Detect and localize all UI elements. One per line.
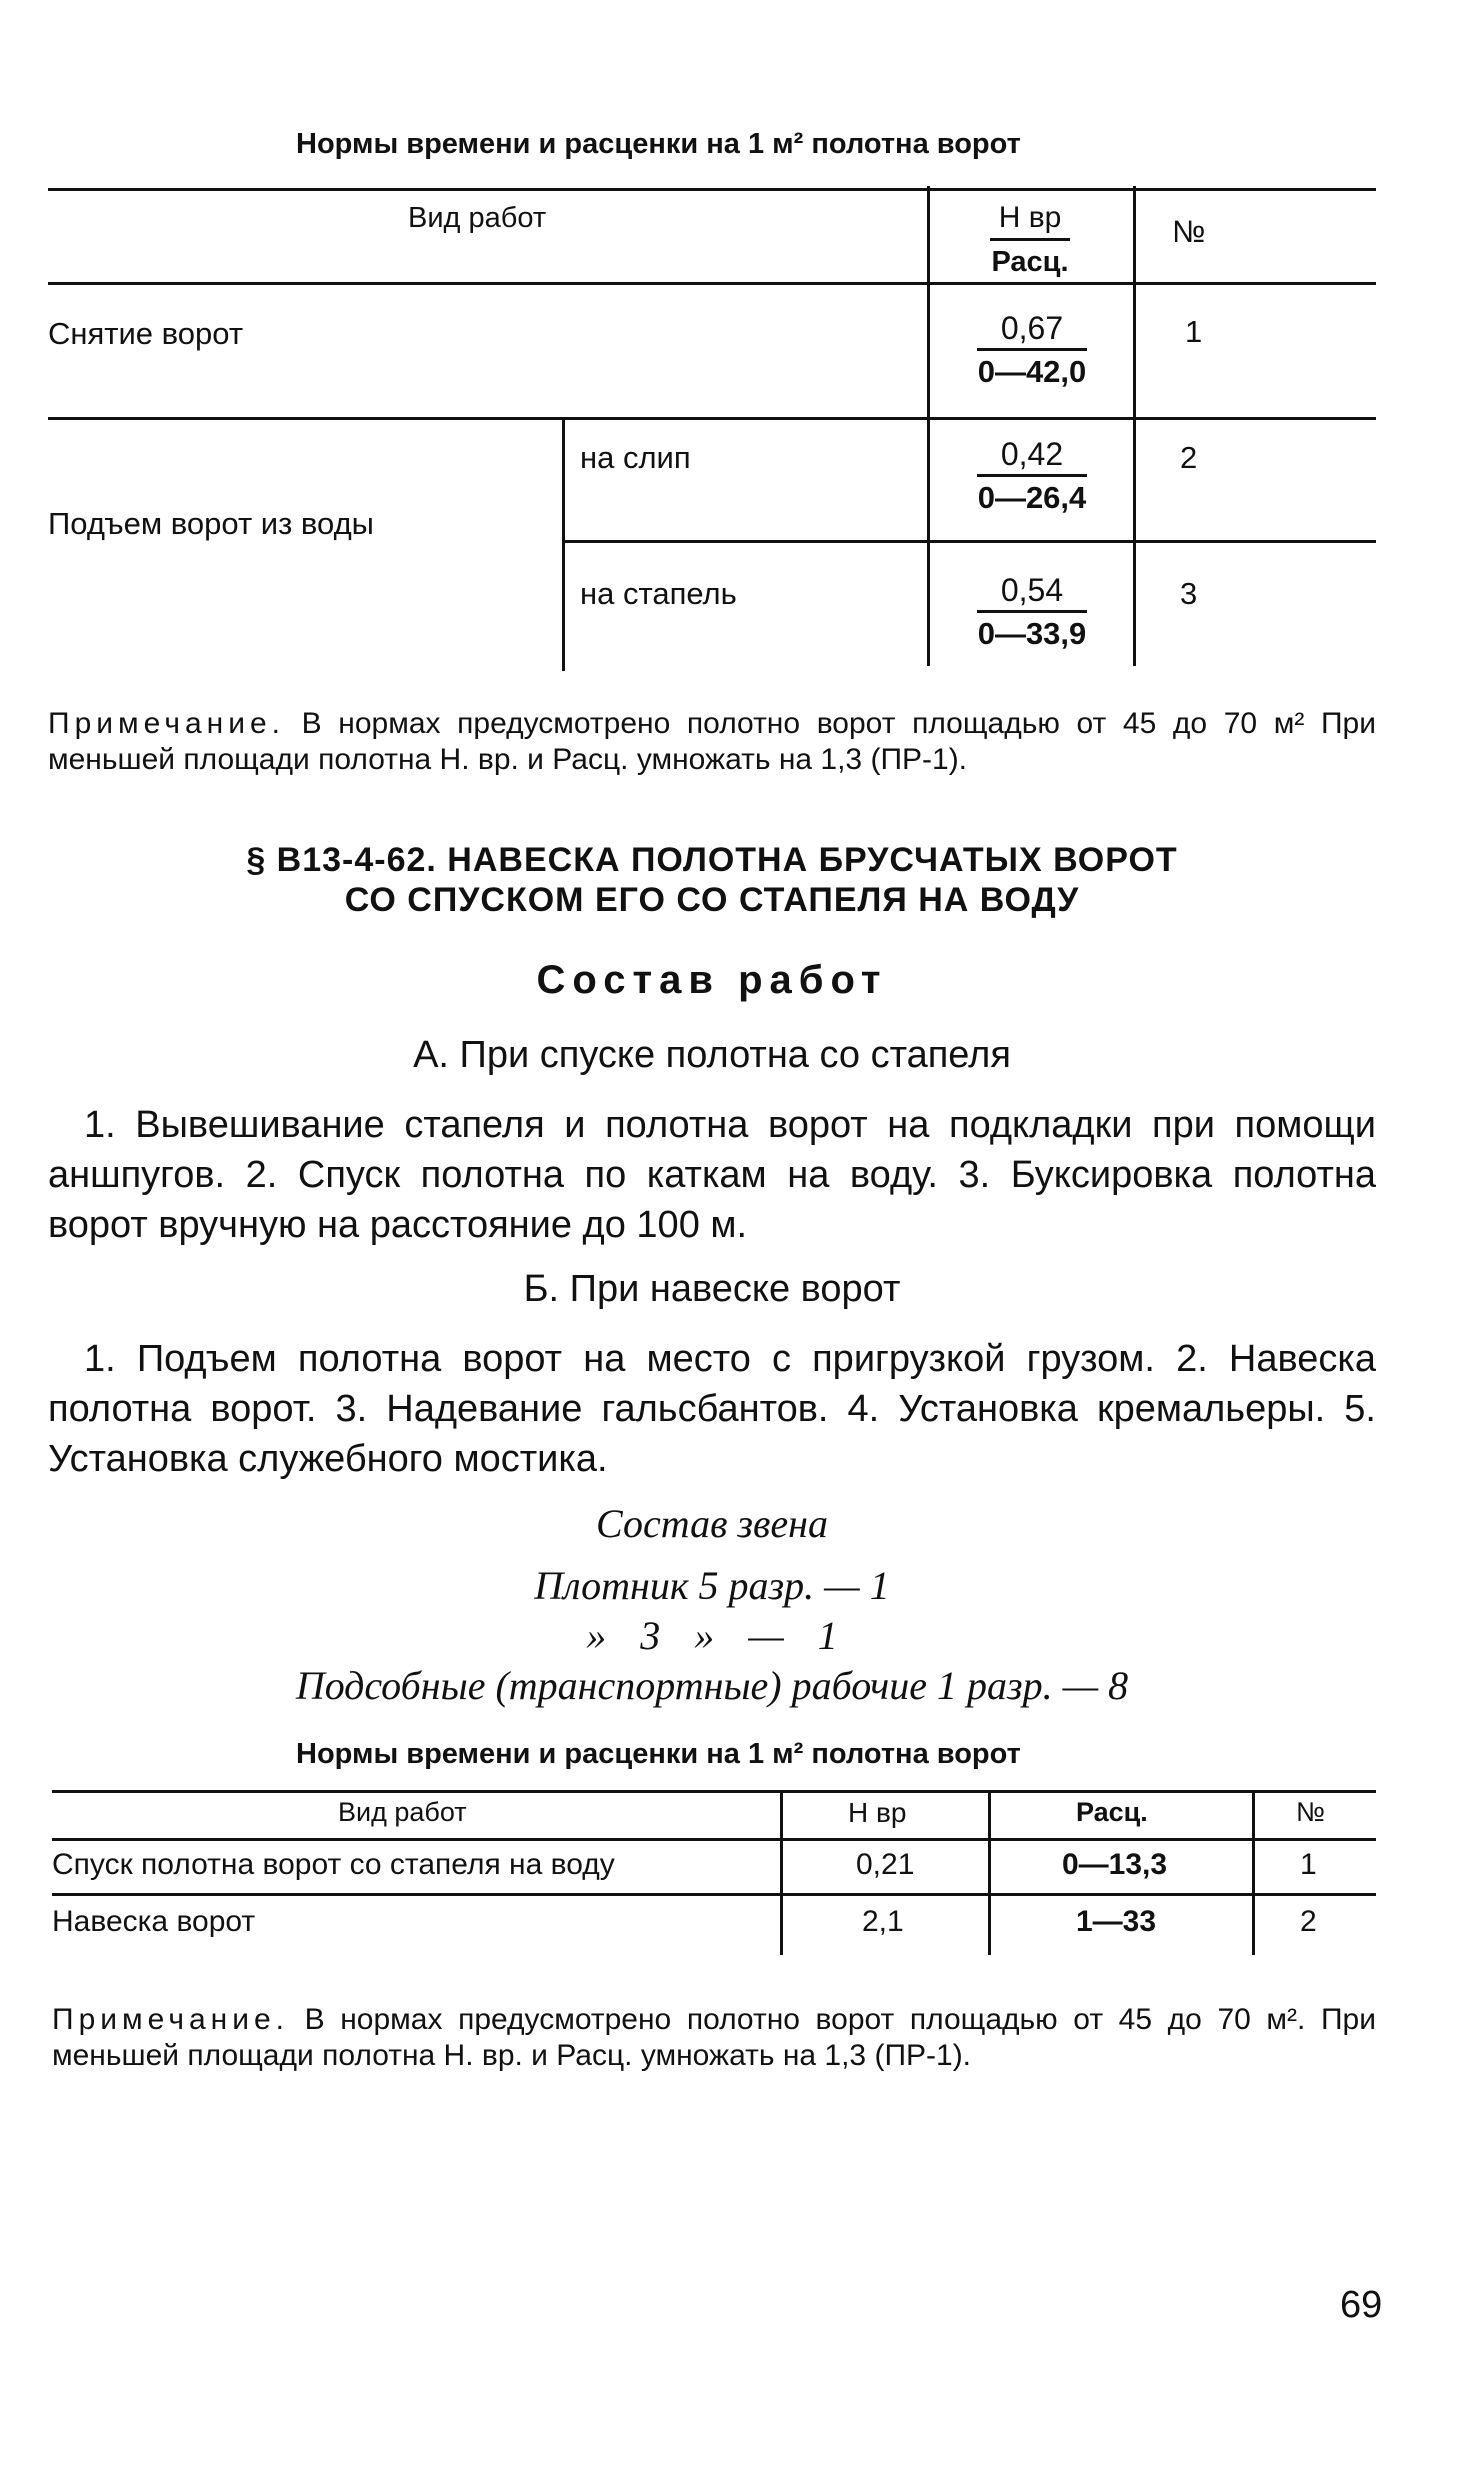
page-number: 69 bbox=[1340, 2284, 1383, 2326]
table2-row1-num: 1 bbox=[1300, 1848, 1317, 1881]
table1-row1-price: 0—42,0 bbox=[977, 354, 1087, 389]
table2-row1-work: Спуск полотна ворот со стапеля на воду bbox=[52, 1848, 615, 1881]
table2-row2-work: Навеска ворот bbox=[52, 1905, 256, 1938]
table2-row2-price: 1—33 bbox=[1076, 1905, 1157, 1938]
table1-header-norm-top: Н вр bbox=[998, 201, 1062, 234]
table1-row3-num: 3 bbox=[1180, 576, 1198, 611]
work-title: Состав работ bbox=[536, 958, 888, 1002]
table1-top-rule bbox=[48, 188, 1376, 191]
part-a-title: А. При спуске полотна со стапеля bbox=[413, 1034, 1011, 1076]
table1-note-text: В нормах предусмотрено полотно ворот площадью от 45 до 70 м² При меньшей площади полотна Н. вр. и Расц. умножать на 1,3 (ПР-1). bbox=[48, 707, 1376, 776]
table1-header-norm-bottom: Расц. bbox=[991, 246, 1069, 278]
crew-line-3: Подсобные (транспортные) рабочие 1 разр. — 8 bbox=[295, 1663, 1129, 1708]
table1-subrow-rule bbox=[562, 540, 1376, 543]
table1-header-num: № bbox=[1172, 214, 1206, 249]
table1-row3-norm: 0,54 bbox=[1000, 572, 1064, 608]
section-heading-line1: § В13-4-62. НАВЕСКА ПОЛОТНА БРУСЧАТЫХ ВОРОТ bbox=[246, 841, 1178, 879]
table2-note-label: Примечание. bbox=[52, 2003, 289, 2036]
table1-header-rule bbox=[48, 282, 1376, 285]
table1-row3-value bbox=[952, 570, 1112, 655]
table2-caption: Нормы времени и расценки на 1 м² полотна ворот bbox=[296, 1738, 1021, 1770]
table2-col-divider-1 bbox=[780, 1790, 783, 1955]
table2-note bbox=[52, 2002, 1376, 2074]
table1-col-divider-norm bbox=[927, 186, 930, 666]
table1-note bbox=[48, 706, 1376, 778]
crew-title: Состав звена bbox=[595, 1501, 828, 1546]
table2-top-rule bbox=[52, 1790, 1376, 1793]
table2-header-norm: Н вр bbox=[848, 1797, 907, 1828]
table1-row3-price: 0—33,9 bbox=[977, 616, 1087, 651]
table1-row2-norm: 0,42 bbox=[1000, 436, 1064, 472]
part-b-title: Б. При навеске ворот bbox=[523, 1268, 901, 1310]
table2-note-text: В нормах предусмотрено полотно ворот площадью от 45 до 70 м². При меньшей площади полотна Н. вр. и Расц. умножать на 1,3 (ПР-1). bbox=[52, 2003, 1376, 2072]
table1-row2-sub: на слип bbox=[580, 440, 691, 475]
crew-line-1: Плотник 5 разр. — 1 bbox=[534, 1563, 890, 1608]
table2-row2-norm: 2,1 bbox=[862, 1905, 904, 1938]
table1-row1-num: 1 bbox=[1185, 314, 1203, 349]
table2-col-divider-3 bbox=[1252, 1790, 1255, 1955]
table2-row-rule bbox=[52, 1893, 1376, 1896]
table1-row2-num: 2 bbox=[1180, 440, 1198, 475]
table1-col-divider-num bbox=[1133, 186, 1136, 666]
table1-row2-value bbox=[952, 434, 1112, 519]
table2-header-price: Расц. bbox=[1076, 1797, 1148, 1827]
table1-row2-work: Подъем ворот из воды bbox=[48, 506, 374, 541]
section-heading-line2: СО СПУСКОМ ЕГО СО СТАПЕЛЯ НА ВОДУ bbox=[344, 881, 1080, 919]
table1-note-label: Примечание. bbox=[48, 707, 285, 740]
table2-header-work: Вид работ bbox=[338, 1797, 467, 1827]
table2-row1-price: 0—13,3 bbox=[1062, 1848, 1168, 1881]
table2-header-num: № bbox=[1296, 1797, 1325, 1827]
table1-row2-price: 0—26,4 bbox=[977, 480, 1087, 515]
table1-caption: Нормы времени и расценки на 1 м² полотна ворот bbox=[296, 128, 1021, 160]
part-a-text: 1. Вывешивание стапеля и полотна ворот на подкладки при помощи аншпугов. 2. Спуск полотна по каткам на воду. 3. Буксировка полотна ворот вручную на расстояние до 100 м. bbox=[48, 1104, 1376, 1246]
table2-row1-norm: 0,21 bbox=[856, 1848, 915, 1881]
table2-col-divider-2 bbox=[988, 1790, 991, 1955]
part-b-text: 1. Подъем полотна ворот на место с пригрузкой грузом. 2. Навеска полотна ворот. 3. Надевание гальсбантов. 4. Установка кремальеры. 5. Установка служебного мостика. bbox=[48, 1338, 1376, 1480]
table2-header-rule bbox=[52, 1838, 1376, 1841]
table1-row3-sub: на стапель bbox=[580, 576, 737, 611]
table2-row2-num: 2 bbox=[1300, 1905, 1317, 1938]
crew-line-2: » 3 » — 1 bbox=[586, 1613, 838, 1658]
table1-row1-norm: 0,67 bbox=[1000, 310, 1064, 346]
table1-col-divider-left bbox=[562, 419, 565, 671]
table1-row1-value bbox=[952, 308, 1112, 393]
table1-row1-work: Снятие ворот bbox=[48, 316, 244, 351]
table1-header-norm bbox=[950, 198, 1110, 283]
table1-row1-rule bbox=[48, 417, 1376, 420]
table1-header-work: Вид работ bbox=[408, 202, 547, 234]
